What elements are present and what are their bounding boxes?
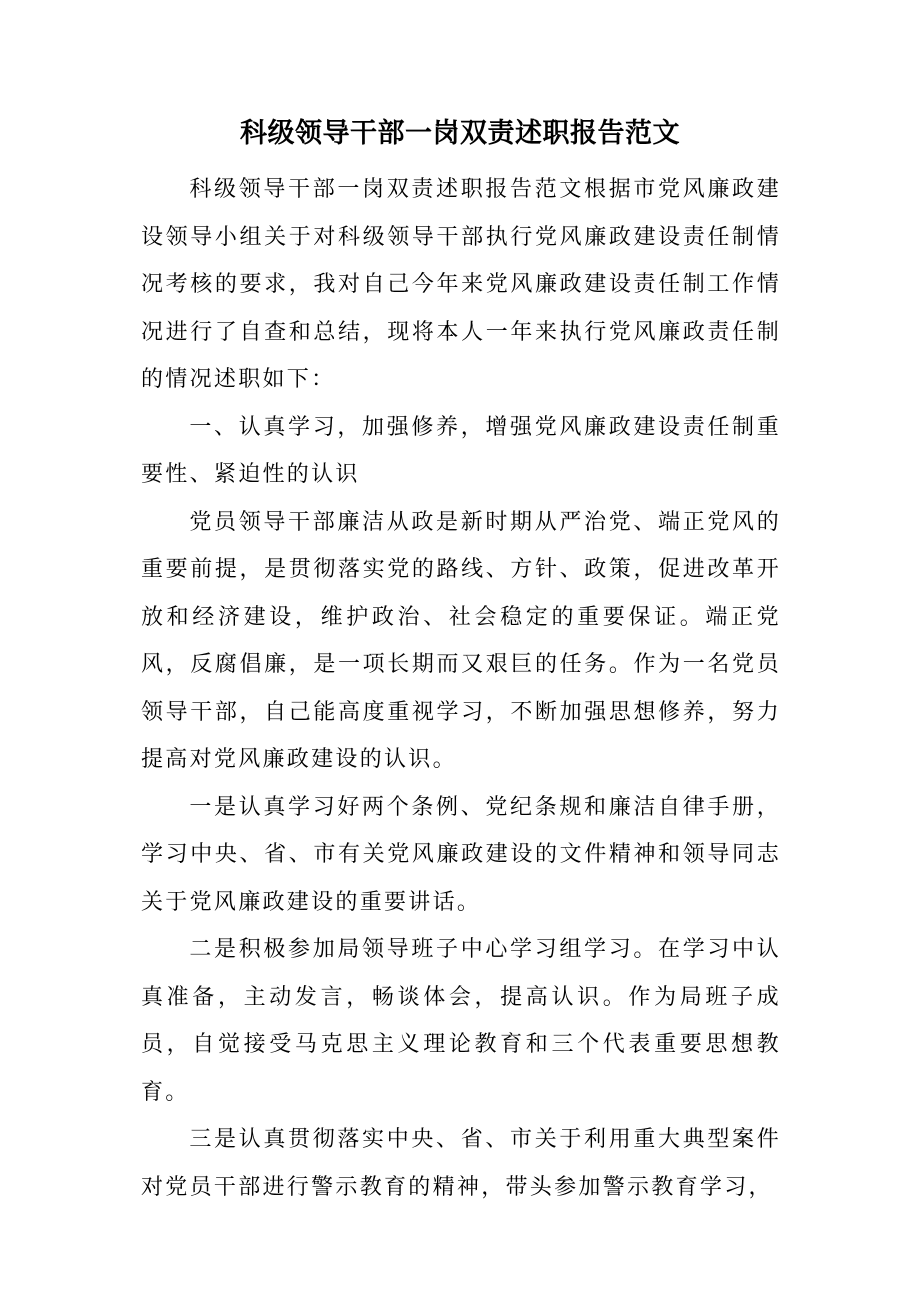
paragraph-importance: 党员领导干部廉洁从政是新时期从严治党、端正党风的重要前提，是贯彻落实党的路线、方针、政策，促进改革开放和经济建设，维护政治、社会稳定的重要保证。端正党风，反腐倡廉，是一项长期而又艰巨的任务。作为一名党员领导干部，自己能高度重视学习，不断加强思想修养，努力提高对党风廉政建设的认识。 [141,509,781,772]
document-title: 科级领导干部一岗双责述职报告范文 [240,118,680,149]
paragraph-point-3: 三是认真贯彻落实中央、省、市关于利用重大典型案件对党员干部进行警示教育的精神，带头参加警示教育学习， [141,1127,781,1200]
paragraph-intro: 科级领导干部一岗双责述职报告范文根据市党风廉政建设领导小组关于对科级领导干部执行党风廉政建设责任制情况考核的要求，我对自己今年来党风廉政建设责任制工作情况进行了自查和总结，现将本人一年来执行党风廉政责任制的情况述职如下： [141,177,781,392]
paragraph-point-2: 二是积极参加局领导班子中心学习组学习。在学习中认真准备，主动发言，畅谈体会，提高认识。作为局班子成员，自觉接受马克思主义理论教育和三个代表重要思想教育。 [141,937,781,1105]
paragraph-point-1: 一是认真学习好两个条例、党纪条规和廉洁自律手册，学习中央、省、市有关党风廉政建设的文件精神和领导同志关于党风廉政建设的重要讲话。 [141,794,781,915]
document-body [141,166,781,1211]
section-heading-1: 一、认真学习，加强修养，增强党风廉政建设责任制重要性、紧迫性的认识 [141,414,781,487]
